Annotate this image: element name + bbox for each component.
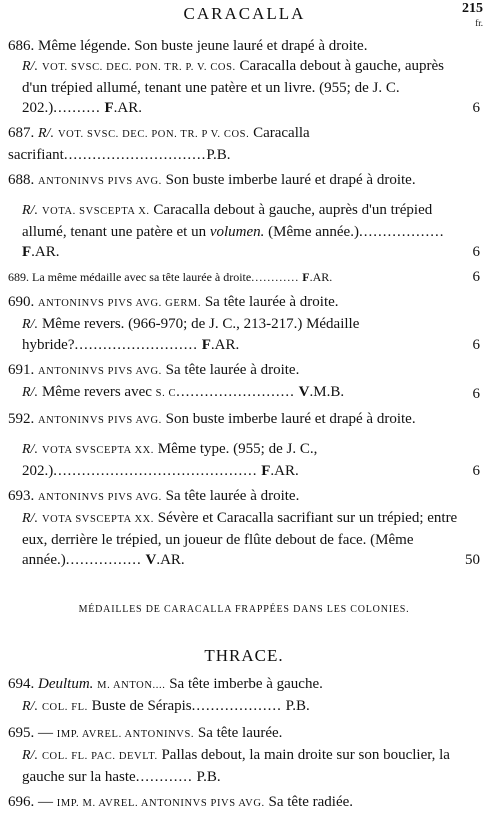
obverse-description: Sa tête laurée.	[197, 725, 283, 741]
price: 50	[465, 552, 480, 568]
reverse-description: Caracalla debout à gauche, auprès d'un trépied allumé, tenant une patère et un livre. (955; de J. C. 202.)	[22, 58, 445, 116]
rarity-mark: V	[145, 552, 157, 568]
price: 6	[472, 337, 480, 353]
catalogue-body	[8, 36, 480, 819]
entry-number: 696.	[8, 794, 35, 810]
reverse-legend: VOTA SVSCEPTA XX.	[41, 445, 155, 456]
leader-dots: ................	[65, 552, 142, 568]
obverse-legend: IMP. AVREL. ANTONINVS.	[56, 729, 195, 740]
obverse-description: Son buste imberbe lauré et drapé à droite.	[165, 172, 416, 188]
entry-number: 691.	[8, 362, 35, 378]
reverse-italic-term: volumen.	[209, 224, 265, 240]
price: 6	[472, 463, 480, 479]
reverse-symbol: R/.	[22, 385, 38, 400]
reverse-symbol: R/.	[22, 699, 38, 714]
reverse-date: (Même année.)	[268, 224, 359, 240]
reverse-description: Même type. (955; de J. C., 202.)	[22, 441, 318, 479]
currency-unit: fr.	[475, 18, 483, 28]
metal: P.B.	[206, 147, 231, 163]
section-title: MÉDAILLES DE CARACALLA FRAPPÉES DANS LES COLONIES.	[78, 604, 410, 615]
reverse-symbol: R/.	[22, 442, 38, 457]
entry-number: 688.	[8, 172, 35, 188]
metal: .AR.	[113, 100, 143, 116]
leader-dots: ..................	[358, 224, 445, 240]
leader-dots: .........................	[176, 384, 295, 400]
obverse-description: Sa tête laurée à droite.	[165, 488, 300, 504]
leader-dots: ..............................	[63, 147, 207, 163]
price: 6	[472, 386, 480, 402]
metal: .AR.	[309, 270, 333, 284]
reverse-symbol: R/.	[22, 317, 38, 332]
reverse-symbol: R/.	[22, 59, 38, 74]
reverse-legend: S. C	[155, 388, 177, 399]
ditto-dash: —	[38, 725, 53, 741]
metal: .AR.	[156, 552, 185, 568]
entry-688	[8, 170, 480, 262]
reverse-description: Sévère et Caracalla sacrifiant sur un trépied; entre eux, derrière le trépied, un joueur de flûte debout de face. (Même année.)	[22, 510, 458, 568]
price: 6	[472, 269, 480, 285]
obverse-legend: ANTONINVS PIVS AVG.	[38, 176, 162, 187]
leader-dots: ..........................	[74, 337, 198, 353]
entry-number: 687.	[8, 125, 35, 141]
entry-number: 693.	[8, 488, 35, 504]
entry-692	[8, 409, 480, 481]
city-name: Deultum.	[38, 676, 94, 692]
obverse-legend: ANTONINVS PIVS AVG.	[38, 415, 162, 426]
page-number-value: 215	[462, 1, 483, 16]
leader-dots: ..........	[53, 100, 101, 116]
reverse-legend: COL. FL. PAC. DEVLT.	[41, 751, 158, 762]
rarity-mark: V	[298, 384, 310, 400]
obverse-description: Sa tête imberbe à gauche.	[169, 676, 323, 692]
reverse-description: Pallas debout, la main droite sur son bouclier, la gauche sur la haste	[22, 747, 450, 785]
entry-number: 689.	[8, 270, 29, 284]
entry-689	[8, 267, 480, 287]
leader-dots: ...................	[191, 698, 282, 714]
reverse-description: Même revers avec	[41, 384, 152, 400]
entry-695	[8, 723, 480, 787]
reverse-legend: VOT. SVSC. DEC. PON. TR. P V. COS.	[57, 129, 250, 140]
leader-dots: ............	[251, 270, 300, 284]
rarity-mark: F	[22, 244, 32, 260]
rarity-mark: F	[201, 337, 211, 353]
entry-686	[8, 36, 480, 118]
leader-dots: ............	[135, 769, 193, 785]
obverse-description: Sa tête laurée à droite.	[204, 294, 339, 310]
reverse-symbol: R/.	[22, 203, 38, 218]
price: 6	[472, 100, 480, 116]
entry-691	[8, 360, 480, 404]
reverse-legend: VOT. SVSC. DEC. PON. TR. P. V. COS.	[41, 62, 236, 73]
obverse-legend: ANTONINVS PIVS AVG. GERM.	[38, 298, 202, 309]
rarity-mark: F	[261, 463, 271, 479]
entry-696	[8, 792, 480, 814]
entry-number: 686.	[8, 38, 35, 54]
reverse-description: Même revers. (966-970; de J. C., 213-217.) Médaille hybride?	[22, 316, 360, 353]
metal: .M.B.	[309, 384, 345, 400]
metal: .AR.	[210, 337, 240, 353]
entry-690	[8, 292, 480, 355]
reverse-legend: VOTA. SVSCEPTA X.	[41, 206, 150, 217]
rarity-mark: F	[104, 100, 114, 116]
entry-number: 690.	[8, 294, 35, 310]
reverse-description: Buste de Sérapis	[91, 698, 192, 714]
ditto-dash: —	[38, 794, 53, 810]
leader-dots: ...........................................	[53, 463, 258, 479]
reverse-legend: VOTA SVSCEPTA XX.	[41, 514, 155, 525]
page-number	[462, 2, 483, 30]
reverse-description: Caracalla debout à gauche, auprès d'un trépied allumé, tenant une patère et un	[22, 202, 433, 240]
metal: P.B.	[285, 698, 310, 714]
obverse-legend: IMP. M. AVREL. ANTONINVS PIVS AVG.	[56, 798, 265, 809]
obverse-description: Sa tête radiée.	[268, 794, 354, 810]
metal: .AR.	[270, 463, 299, 479]
metal: P.B.	[196, 769, 221, 785]
entry-687	[8, 123, 480, 165]
running-header: CARACALLA	[183, 4, 306, 23]
reverse-symbol: R/.	[22, 511, 38, 526]
obverse-description: Sa tête laurée à droite.	[165, 362, 300, 378]
obverse-legend: M. ANTON....	[97, 680, 166, 691]
reverse-description: Caracalla sacrifiant	[8, 125, 310, 163]
obverse-description: Son buste imberbe lauré et drapé à droite.	[165, 411, 416, 427]
rarity-mark: F	[302, 270, 310, 284]
entry-number: 694.	[8, 676, 35, 692]
region-heading: THRACE.	[204, 646, 284, 665]
entry-note: La même médaille avec sa tête laurée à droite	[32, 270, 252, 284]
entry-693	[8, 486, 480, 570]
reverse-symbol: R/.	[22, 748, 38, 763]
reverse-symbol: R/.	[38, 126, 54, 141]
entry-694	[8, 674, 480, 718]
obverse-legend: ANTONINVS PIVS AVG.	[38, 492, 162, 503]
reverse-legend: COL. FL.	[41, 702, 88, 713]
metal: .AR.	[31, 244, 60, 260]
entry-number: 695.	[8, 725, 35, 741]
price: 6	[472, 244, 480, 260]
entry-number: 592.	[8, 411, 35, 427]
obverse-legend: ANTONINVS PIVS AVG.	[38, 366, 162, 377]
obverse-description: Même légende. Son buste jeune lauré et drapé à droite.	[38, 38, 368, 54]
